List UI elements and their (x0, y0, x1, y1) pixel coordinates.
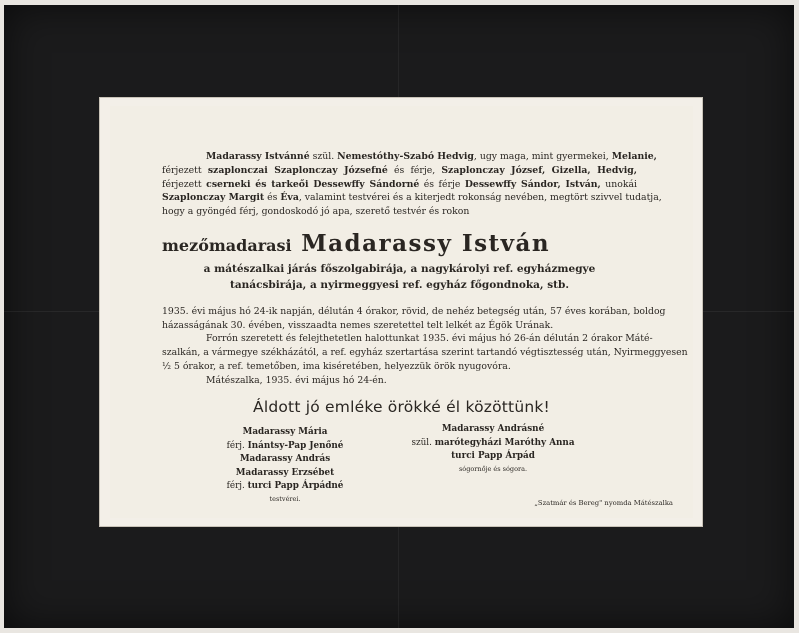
right-signatories: Madarassy Andrásné szül. marótegyházi Maróthy Anna turci Papp Árpád sógornője és sógora. (411, 424, 575, 473)
printer-imprint: „Szatmár és Bereg" nyomda Mátészalka (534, 499, 673, 507)
left-signatories: Madarassy Mária férj. Inántsy-Pap Jenőné Madarassy András Madarassy Erzsébet férj. turci Papp Árpádné testvérei. (226, 427, 344, 503)
blessing-line: Áldott jó emléke örökké él közöttünk! (253, 398, 550, 416)
deceased-titles: a mátészalkai járás főszolgabirája, a nagykárolyi ref. egyházmegye tanácsbirája, a nyirmeggyesi ref. egyház főgondnoka, stb. (203, 263, 596, 291)
death-paragraph: 1935. évi május hó 24-ik napján, délután 4 órakor, rövid, de nehéz betegség után, 57 éves korában, boldog házasságának 30. évében, visszaadta nemes szeretettel telt lelkét az Égök Urának. (162, 306, 666, 331)
funeral-paragraph: Forrón szeretett és felejthetetlen halottunkat 1935. évi május hó 26-án délután 2 órakor Máté- szalkán, a vármegye székházától, a ref. egyház szertartása szerint tartandó végtisztesség után, Nyirmeggyesen ½ 5 órakor, a ref. temetőben, ima kiséretében, helyezzük örök nyugovóra. (162, 333, 688, 372)
deceased-name: mezőmadarasi Madarassy István (162, 230, 551, 257)
notice-paper (110, 106, 693, 518)
announcement-paragraph: Madarassy Istvánné szül. Nemestóthy-Szabó Hedvig, ugy maga, mint gyermekei, Melanie, férjezett szaplonczai Szaplonczay Józsefné és férje, Szaplonczay József, Gizella, Hedvig, férjezett cserneki és tarkeői Dessewffy Sándorné és férje Dessewffy Sándor, István, unokái Szaplonczay Margit és Éva, valamint testvérei és a kiterjedt rokonság nevében, megtört szivvel tudatja, hogy a gyöngéd férj, gondoskodó jó apa, szerető testvér és rokon (162, 151, 662, 218)
place-date: Mátészalka, 1935. évi május hó 24-én. (206, 375, 387, 386)
